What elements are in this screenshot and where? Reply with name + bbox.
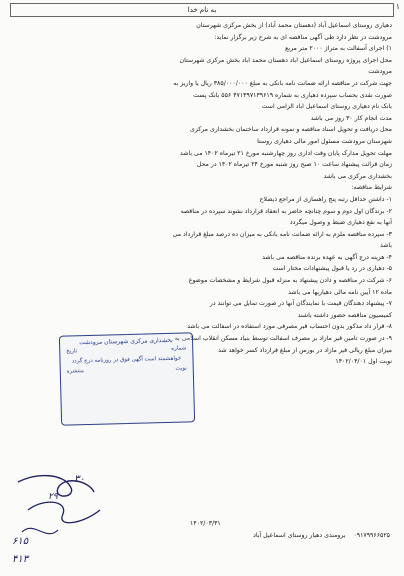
text-line: ۱) اجرای آسفالت به متراژ ۲۰۰۰ متر مربع <box>285 45 392 53</box>
condition-item: ۱- داشتن حداقل رتبه پنج راهسازی از مراجع ذیصلاح <box>259 195 392 203</box>
text-line: محل اجرای پروژه روستای اسماعیل اباد دهستان محمد اباد بخش مرکزی شهرستان <box>179 56 392 64</box>
section-heading: شرایط مناقصه: <box>351 184 392 192</box>
stamp-label: شماره <box>171 345 187 352</box>
condition-item: باشد <box>379 242 392 250</box>
header-mark: ۱ <box>395 2 400 11</box>
signer-phone: ۰۹۱۷۹۹۶۶۵۲۵ <box>353 532 390 539</box>
stamp-label: منتشره <box>66 368 84 375</box>
text-line: صورت نقدی بحساب سپرده دهیاری به شماره ۴۷۱۳۹۷۱۳۹۶۱۹ ۵۵۶ بانک پست <box>193 91 392 99</box>
handwritten-number: ۶۱۵ <box>12 536 29 547</box>
condition-item: ۶- شرکت در مناقصه و دادن پیشنهاد به منزله قبول شرایط و مشخصات موضوع <box>188 277 392 285</box>
header-frame <box>10 3 394 17</box>
text-line: دهیاری روستای اسماعیل آباد (دهستان محمد آباد) از بخش مرکزی شهرستان <box>196 22 392 29</box>
stamp-row <box>61 363 193 376</box>
header-title: به نام خدا <box>187 6 217 14</box>
text-line: بخشداری مرکزی می باشد <box>323 172 392 180</box>
condition-item: آنها به نفع دهیاری ضبط و وصول میگردد <box>289 219 392 227</box>
footer-date: ۱۴۰۲/۰۳/۳۱ <box>190 520 221 527</box>
text-line: مرودشت در نظر دارد طی آگهی مناقصه ای به شرح زیر برگزار نماید: <box>214 33 392 41</box>
text-line: محل دریافت و تحویل اسناد مناقصه و نمونه قرارداد ساختمان بخشداری مرکزی <box>189 126 392 134</box>
text-line: مرودشت <box>368 68 392 76</box>
condition-item: ۴- هزینه درج آگهی به عهده برنده مناقصه می باشد <box>262 253 392 261</box>
publication-round: نوبت اول ۱۴۰۲/۰۴/۰۱ <box>335 358 392 366</box>
text-line: بانک نام دهیاری روستای اسماعیل اباد الزامی است <box>261 103 392 111</box>
condition-item: ۸- قرار داد مذکور بدون احتساب قیر مصرفی مورد استفاده در اسفالت می باشد <box>187 323 392 331</box>
condition-item: ۳- سپرده مناقصه ملزم به ارائه ضمانت نامه بانکی به میزان ده درصد مبلغ قرارداد می <box>172 230 392 238</box>
stamp-label: نوبت <box>175 365 187 372</box>
handwritten-number: ۲۹ <box>48 492 58 502</box>
condition-item: ۵- دهیاری در رد یا قبول پیشنهادات مختار است <box>272 265 392 273</box>
notice-body <box>14 20 392 368</box>
text-line: مدت انجام کار ۳۰ روز می باشد <box>310 114 392 122</box>
condition-item: ۷- پیشنهاد دهندگان قیمت با نمایندگان آنها در صورت تمایل می توانند در <box>209 300 392 308</box>
text-line: جهت شرکت در مناقصه ارائه ضمانت نامه بانکی به مبلغ ۳۸۵/۰۰۰/۰۰۰ ریال یا واریز به <box>173 79 392 87</box>
handwritten-number: ۳۰ <box>74 474 85 485</box>
text-line: مهلت تحویل مدارک پایان وقت اداری روز چهارشنبه مورخ ۲۱ تیرماه ۱۴۰۲ می باشد <box>180 149 392 157</box>
handwritten-number: ۴۱۳ <box>12 554 29 565</box>
stamp-label: تاریخ <box>66 348 78 355</box>
text-line: زمان قرائت پیشنهاد ساعت ۱۰ صبح روز شنبه مورخ ۲۴ تیرماه ۱۴۰۲ در محل <box>196 161 392 169</box>
stamp-title: بخشداری مرکزی شهرستان مرودشت <box>79 336 173 347</box>
office-stamp <box>59 332 195 425</box>
condition-item: میزان مبلغ ریالی قیر مازاد در بورس از مبلغ قرارداد کسر خواهد شد <box>218 346 392 354</box>
text-line: شهرستان مرودشت مسئول امور مالی دهیاری روستا <box>257 137 392 145</box>
condition-item: ۹- در صورت تامین قیر مازاد بر مصرف اسفالت توسط بنیاد مسکن انقلاب اسلامی به <box>174 335 392 343</box>
stamp-body: خواهشمند است آگهی فوق در روزنامه درج گردد <box>71 355 182 365</box>
handwritten-signature <box>8 470 118 570</box>
signer-name: برومندی دهیار روستای اسماعیل آباد <box>253 532 346 539</box>
condition-item: ۲- برندگان اول دوم و سوم چنانچه حاضر به انعقاد قرارداد نشوند سپرده در مناقصه <box>180 207 392 215</box>
condition-item: کمیسیون مناقصه حضور داشته باشند <box>297 311 392 319</box>
condition-item: ماده ۱۲ آیین نامه مالی دهیاریها می باشد <box>288 288 392 296</box>
